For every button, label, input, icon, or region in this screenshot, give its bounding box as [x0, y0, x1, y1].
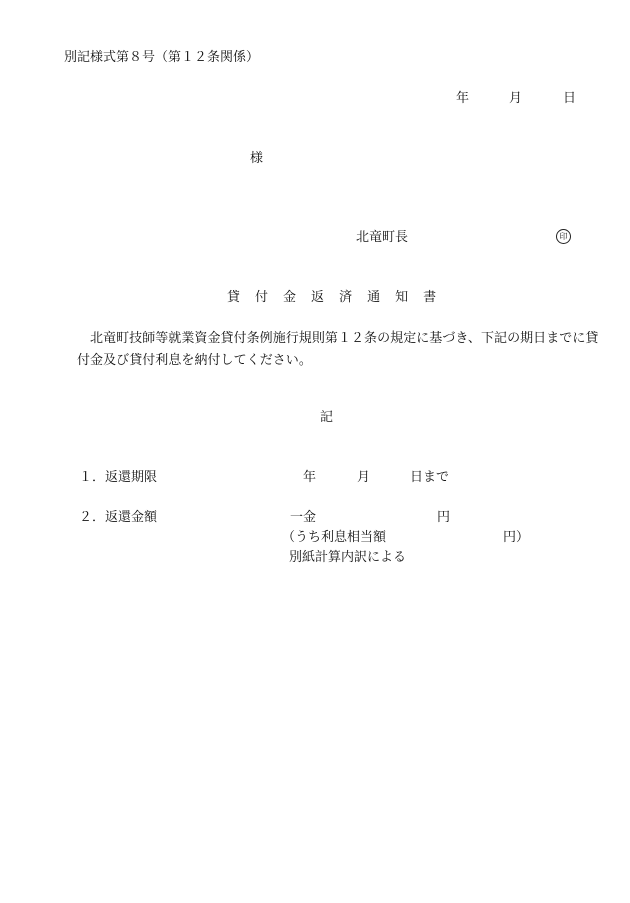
item-2-breakdown: 別紙計算内訳による: [289, 550, 407, 565]
body-paragraph: 北竜町技師等就業資金貸付条例施行規則第１２条の規定に基づき、下記の期日までに貸付金及び貸付利息を納付してください。: [77, 331, 599, 368]
item-1-label: １．返還期限: [79, 470, 158, 485]
seal-icon: 印: [556, 229, 571, 244]
title-char: 済: [339, 290, 353, 305]
issuer-name: 北竜町長: [356, 230, 409, 245]
title-char: 付: [255, 290, 269, 305]
date-day-label: 日: [563, 91, 577, 106]
date-year-label: 年: [456, 91, 470, 106]
item-2-label: ２．返還金額: [79, 510, 158, 525]
item-2-yen: 円: [437, 510, 451, 525]
item-1-year: 年: [303, 470, 317, 485]
item-2-interest-close: 円）: [503, 530, 530, 545]
ki-heading: 記: [320, 410, 334, 425]
title-char: 知: [395, 290, 409, 305]
title-char: 通: [367, 290, 381, 305]
addressee-suffix: 様: [250, 151, 264, 166]
title-char: 返: [311, 290, 325, 305]
title-char: 書: [423, 290, 437, 305]
document-title: [227, 289, 436, 307]
title-char: 貸: [227, 290, 241, 305]
item-1-month: 月: [357, 470, 371, 485]
form-number: 別記様式第８号（第１２条関係）: [64, 50, 260, 65]
item-1-day-until: 日まで: [410, 470, 450, 485]
title-char: 金: [283, 290, 297, 305]
item-2-interest-open: （うち利息相当額: [282, 530, 387, 545]
date-month-label: 月: [509, 91, 523, 106]
item-2-ikkin: 一金: [290, 510, 317, 525]
